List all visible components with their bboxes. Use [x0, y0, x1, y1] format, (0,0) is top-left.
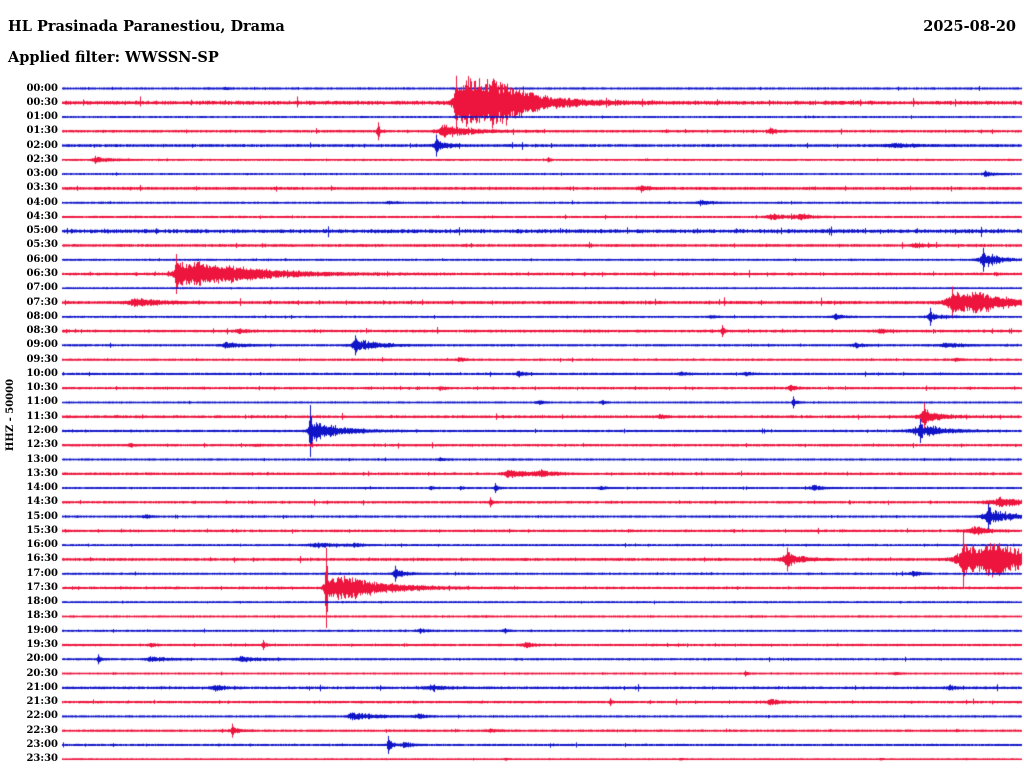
- time-label-0530: 05:30: [26, 239, 58, 251]
- time-label-0400: 04:00: [26, 196, 58, 208]
- time-label-2300: 23:00: [26, 738, 58, 750]
- time-label-0600: 06:00: [26, 253, 58, 265]
- time-label-0330: 03:30: [26, 182, 58, 194]
- time-label-0200: 02:00: [26, 139, 58, 151]
- time-label-1230: 12:30: [26, 439, 58, 451]
- time-label-0500: 05:00: [26, 225, 58, 237]
- time-label-1700: 17:00: [26, 567, 58, 579]
- time-label-1900: 19:00: [26, 624, 58, 636]
- time-label-1600: 16:00: [26, 539, 58, 551]
- time-label-2200: 22:00: [26, 710, 58, 722]
- time-label-0630: 06:30: [26, 268, 58, 279]
- time-label-1830: 18:30: [26, 610, 58, 622]
- time-label-1130: 11:30: [26, 410, 58, 422]
- station-title: HL Prasinada Paranestiou, Drama: [8, 18, 285, 35]
- time-label-2100: 21:00: [26, 681, 58, 693]
- time-label-0730: 07:30: [26, 296, 58, 308]
- time-label-1930: 19:30: [26, 639, 58, 651]
- time-label-2030: 20:30: [26, 667, 58, 679]
- time-label-0130: 01:30: [26, 125, 58, 137]
- time-label-1100: 11:00: [26, 396, 58, 408]
- time-label-0100: 01:00: [26, 111, 58, 123]
- time-label-0900: 09:00: [26, 339, 58, 351]
- time-label-0700: 07:00: [26, 282, 58, 294]
- time-label-1430: 14:30: [26, 496, 58, 508]
- time-label-0000: 00:00: [26, 82, 58, 94]
- time-label-2330: 23:30: [26, 753, 58, 765]
- date-label: 2025-08-20: [923, 18, 1016, 35]
- time-label-1730: 17:30: [26, 581, 58, 593]
- time-label-1530: 15:30: [26, 524, 58, 536]
- time-label-0930: 09:30: [26, 353, 58, 365]
- time-label-1400: 14:00: [26, 482, 58, 494]
- time-label-1500: 15:00: [26, 510, 58, 522]
- time-label-1800: 18:00: [26, 596, 58, 608]
- time-label-1000: 10:00: [26, 367, 58, 379]
- time-label-1300: 13:00: [26, 453, 58, 465]
- channel-scale-label: HHZ - 50000: [5, 378, 16, 452]
- time-label-0800: 08:00: [26, 310, 58, 322]
- time-label-0430: 04:30: [26, 210, 58, 222]
- time-label-2230: 22:30: [26, 724, 58, 736]
- time-label-0830: 08:30: [26, 325, 58, 337]
- time-label-1030: 10:30: [26, 382, 58, 394]
- time-label-1200: 12:00: [26, 424, 58, 436]
- time-label-1330: 13:30: [26, 467, 58, 479]
- applied-filter-label: Applied filter: WWSSN-SP: [8, 49, 219, 66]
- time-label-0230: 02:30: [26, 153, 58, 165]
- time-label-2130: 21:30: [26, 696, 58, 708]
- time-label-2000: 20:00: [26, 653, 58, 665]
- time-label-0300: 03:00: [26, 168, 58, 180]
- time-label-1630: 16:30: [26, 553, 58, 565]
- time-label-0030: 00:30: [26, 96, 58, 108]
